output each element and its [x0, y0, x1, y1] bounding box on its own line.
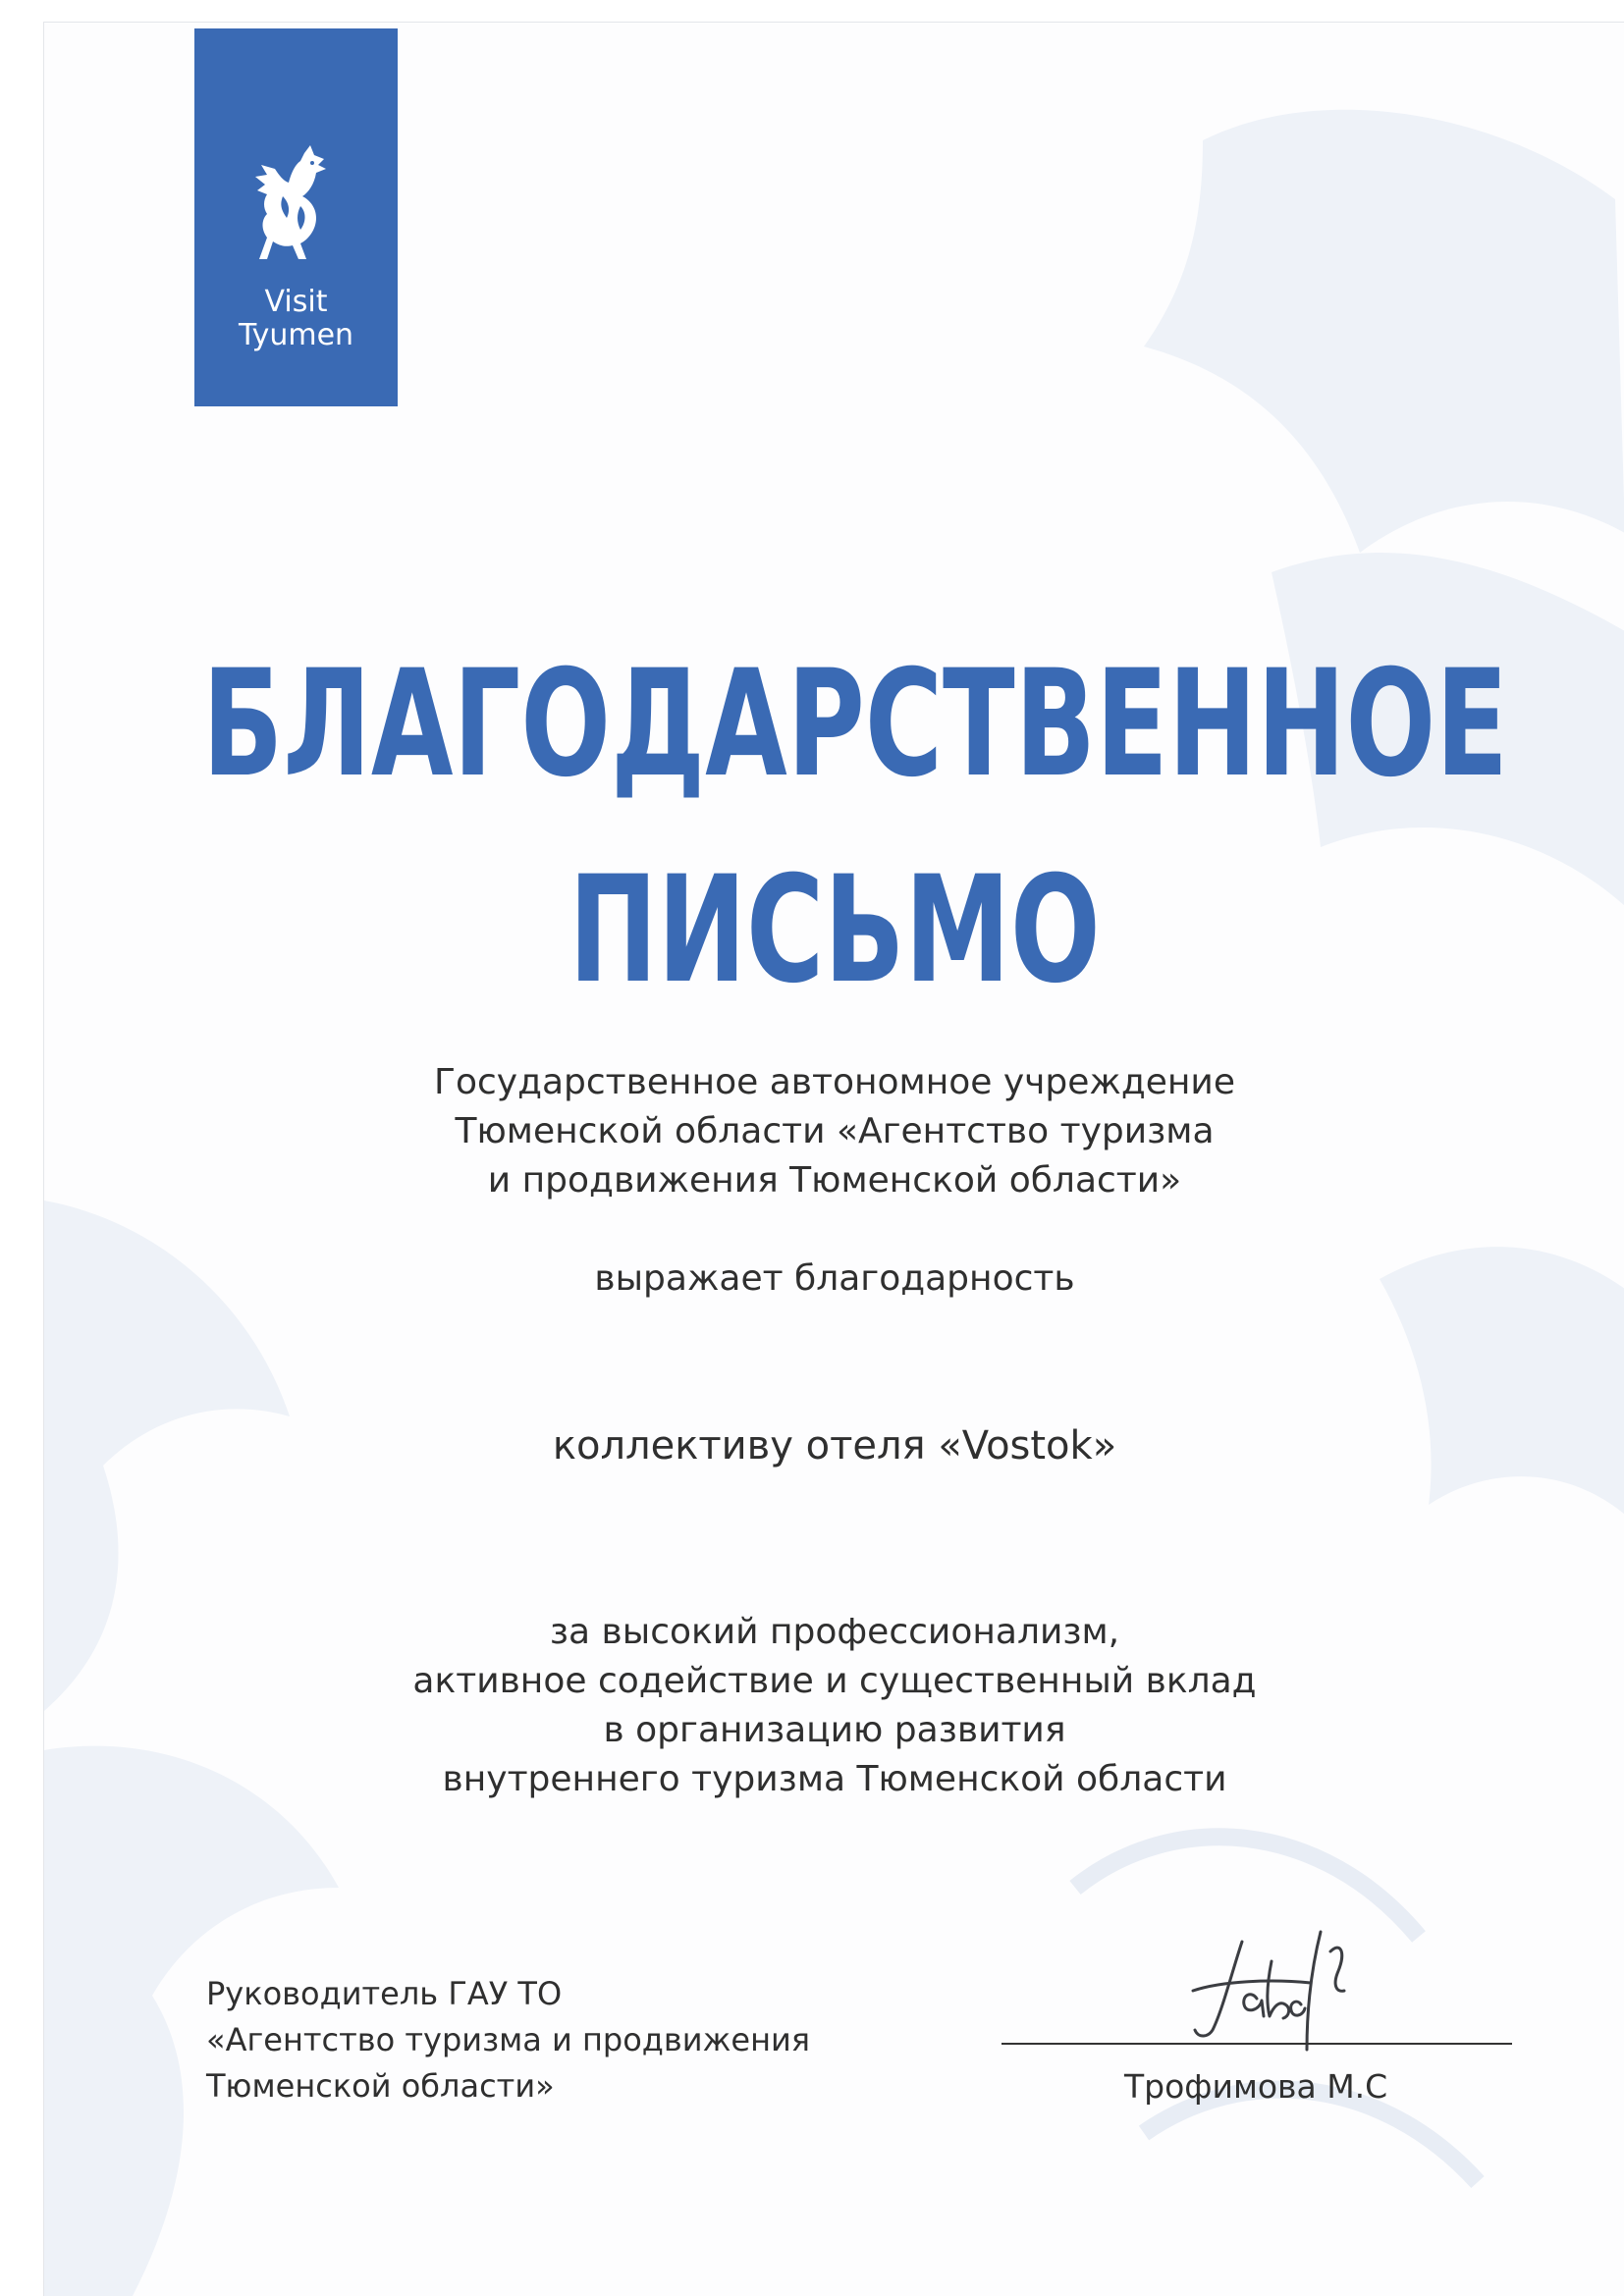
visit-tyumen-logo — [194, 28, 398, 406]
organization-line: и продвижения Тюменской области» — [487, 1160, 1182, 1201]
logo-wordmark — [194, 286, 398, 352]
reason-line: за высокий профессионализм, — [549, 1612, 1120, 1652]
signer-line: Руководитель ГАУ ТО — [206, 1975, 563, 2012]
logo-line-tyumen: Tyumen — [238, 318, 354, 352]
organization-line: Государственное автономное учреждение — [434, 1062, 1235, 1102]
reason-line: внутреннего туризма Тюменской области — [442, 1759, 1227, 1799]
expresses-gratitude: выражает благодарность — [594, 1258, 1075, 1299]
reason-line: в организацию развития — [603, 1710, 1066, 1750]
letter-title-line2: ПИСЬМО — [568, 845, 1101, 1016]
organization-line: Тюменской области «Агентство туризма — [455, 1111, 1215, 1151]
handwritten-signature — [1164, 1922, 1419, 2059]
signer-line: Тюменской области» — [206, 2067, 555, 2105]
signer-line: «Агентство туризма и продвижения — [206, 2021, 811, 2058]
recipient: коллективу отеля «Vostok» — [552, 1423, 1117, 1468]
signatory-name: Трофимова М.С — [1124, 2067, 1388, 2106]
signature-line — [1001, 2043, 1512, 2045]
reason-text — [44, 1608, 1624, 1804]
organization-name — [44, 1058, 1624, 1205]
reason-line: активное содействие и существенный вклад — [412, 1661, 1257, 1701]
letter-sheet — [43, 22, 1624, 2296]
letter-title-line1: БЛАГОДАРСТВЕННОЕ — [202, 639, 1508, 810]
logo-line-visit: Visit — [264, 285, 328, 319]
signer-title — [206, 1971, 810, 2109]
fox-emblem-icon — [245, 145, 348, 263]
